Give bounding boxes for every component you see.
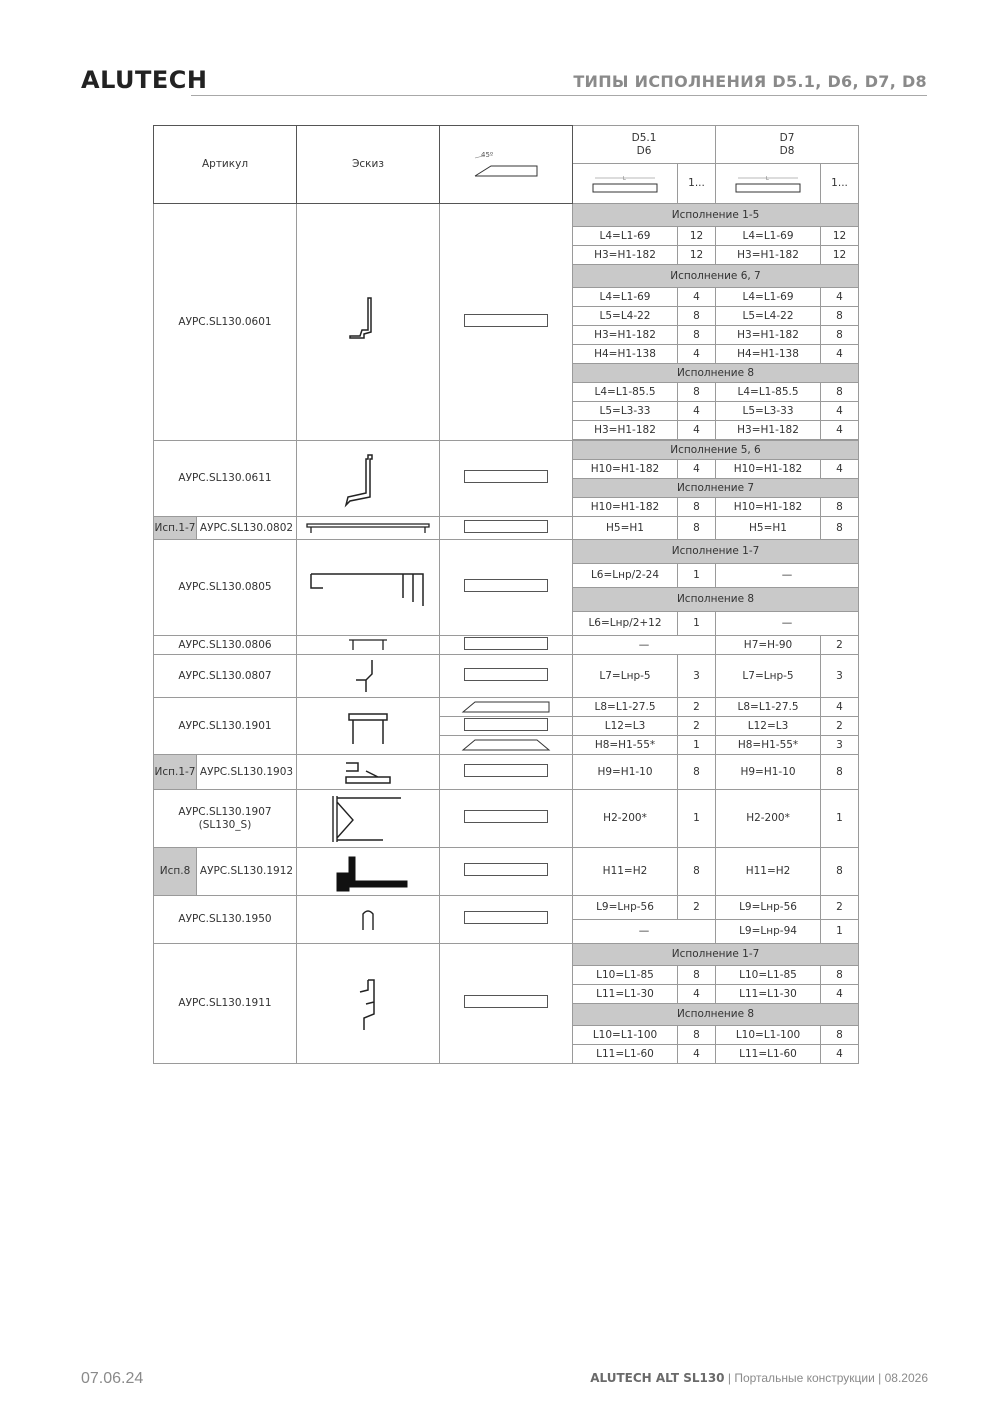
cell: — [716,564,859,588]
cell: 1 [678,736,716,755]
cut-shape-1903 [440,755,573,790]
cell: H3=H1-182 [573,421,678,440]
profile-sketch-0611 [297,441,440,517]
cell: L4=L1-69 [716,288,821,307]
article-0805: АУРС.SL130.0805 [154,540,297,636]
cell: L10=L1-100 [573,1026,678,1045]
version-tag: Исп.1-7 [154,755,197,789]
article-0601: АУРС.SL130.0601 [154,204,297,441]
cell: 8 [678,1026,716,1045]
cut-shape-1950 [440,896,573,944]
version-tag: Исп.1-7 [154,517,197,539]
cell: 3 [821,736,859,755]
cell: H3=H1-182 [716,421,821,440]
cell: L9=Lнр-56 [573,896,678,920]
cell: L10=L1-85 [716,966,821,985]
cell: 4 [678,985,716,1004]
cell: H10=H1-182 [716,498,821,517]
cell: L9=Lнр-56 [716,896,821,920]
cell: 8 [678,755,716,790]
cell: — [573,920,716,944]
cell: 8 [678,498,716,517]
footer-caption [590,1371,928,1385]
section-label: Исполнение 1-5 [573,204,859,227]
header-article: Артикул [154,126,297,204]
svg-text:45º: 45º [481,150,494,159]
cell: 1 [678,790,716,848]
cell: 2 [678,717,716,736]
brand-logo: ALUTECH [81,66,208,94]
article-0806: АУРС.SL130.0806 [154,636,297,655]
cell: L6=Lнр/2+12 [573,612,678,636]
group-d7-d8: D7 D8 [716,126,859,164]
cut-shape-0807 [440,655,573,698]
cell: H8=H1-55* [716,736,821,755]
qty-header-1: 1... [678,164,716,204]
article-0611: АУРС.SL130.0611 [154,441,297,517]
cell: H3=H1-182 [573,326,678,345]
section-label: Исполнение 1-7 [573,540,859,564]
cell: 4 [821,460,859,479]
cell: 8 [678,307,716,326]
profile-sketch-0601 [297,204,440,441]
profile-sketch-0807 [297,655,440,698]
cut-shape-1907 [440,790,573,848]
cell: L5=L4-22 [716,307,821,326]
cell: H10=H1-182 [716,460,821,479]
cell: L6=Lнр/2-24 [573,564,678,588]
cell: 4 [678,1045,716,1064]
cell: 2 [678,698,716,717]
cell: L4=L1-85.5 [716,383,821,402]
cell: L7=Lнр-5 [716,655,821,698]
cell: L10=L1-85 [573,966,678,985]
cell: H3=H1-182 [716,246,821,265]
qty-header-2: 1... [821,164,859,204]
svg-text:L: L [766,175,769,182]
article-code: АУРС.SL130.1912 [199,865,294,878]
cell: 4 [821,402,859,421]
article-1901: АУРС.SL130.1901 [154,698,297,755]
cell: 1 [821,920,859,944]
cell: 2 [678,896,716,920]
cell: L11=L1-30 [716,985,821,1004]
cell: 1 [678,564,716,588]
cell: L11=L1-60 [716,1045,821,1064]
cell: 4 [678,421,716,440]
article-1912 [154,848,297,896]
cut-shape-1912 [440,848,573,896]
cell: 4 [821,985,859,1004]
profile-sketch-1907 [297,790,440,848]
profile-sketch-0805 [297,540,440,636]
cell: 8 [678,517,716,540]
header-sketch: Эскиз [297,126,440,204]
length-sketch-2 [716,164,821,204]
cell: 1 [678,612,716,636]
cut-shape-1901-b [440,717,573,736]
length-sketch-1 [573,164,678,204]
cell: 4 [821,698,859,717]
profile-sketch-1950 [297,896,440,944]
cell: L5=L3-33 [573,402,678,421]
cell: H11=H2 [716,848,821,896]
cutting-table [153,125,859,1064]
cell: 8 [821,326,859,345]
cell: 8 [821,1026,859,1045]
cell: 4 [821,345,859,364]
footer-product: ALUTECH ALT SL130 [590,1371,725,1385]
cell: H5=H1 [716,517,821,540]
cell: L8=L1-27.5 [573,698,678,717]
cell: 4 [678,288,716,307]
cell: H2-200* [716,790,821,848]
cell: 8 [678,326,716,345]
section-label: Исполнение 7 [573,479,859,498]
cell: 8 [821,517,859,540]
cut-shape-0806 [440,636,573,655]
cell: 3 [821,655,859,698]
footer-rest: | Портальные конструкции | 08.2026 [724,1371,928,1385]
cell: L5=L4-22 [573,307,678,326]
cell: 8 [821,755,859,790]
cell: 2 [821,717,859,736]
article-1903 [154,755,297,790]
article-0807: АУРС.SL130.0807 [154,655,297,698]
cell: H3=H1-182 [716,326,821,345]
cell: 4 [821,421,859,440]
cell: L4=L1-69 [573,288,678,307]
cell: 8 [821,966,859,985]
profile-sketch-1903 [297,755,440,790]
cut-shape-0805 [440,540,573,636]
angle-cut-icon [471,148,541,182]
cell: 12 [678,227,716,246]
cell: L12=L3 [573,717,678,736]
cell: 1 [821,790,859,848]
cell: 12 [821,246,859,265]
article-1911: АУРС.SL130.1911 [154,944,297,1064]
svg-text:L: L [623,175,626,182]
cut-shape-0802 [440,517,573,540]
cell: — [573,636,716,655]
version-tag: Исп.8 [154,848,197,895]
cell: 2 [821,896,859,920]
cell: H4=H1-138 [716,345,821,364]
cell: 4 [678,345,716,364]
cell: 12 [821,227,859,246]
header-angle [440,126,573,204]
cell: 8 [821,848,859,896]
cell: L10=L1-100 [716,1026,821,1045]
cell: H9=H1-10 [716,755,821,790]
cell: H9=H1-10 [573,755,678,790]
cell: 8 [678,848,716,896]
cell: H10=H1-182 [573,498,678,517]
cell: 2 [821,636,859,655]
section-label: Исполнение 8 [573,1004,859,1026]
section-label: Исполнение 5, 6 [573,441,859,460]
header-rule [191,95,927,96]
cell: H2-200* [573,790,678,848]
cell: L7=Lнр-5 [573,655,678,698]
cell: 8 [678,383,716,402]
cell: 4 [821,288,859,307]
cell: 8 [821,383,859,402]
cell: H11=H2 [573,848,678,896]
cell: L11=L1-30 [573,985,678,1004]
cell: H7=H-90 [716,636,821,655]
profile-sketch-1901 [297,698,440,755]
cell: 3 [678,655,716,698]
cell: H8=H1-55* [573,736,678,755]
cell: L9=Lнр-94 [716,920,821,944]
cut-shape-0611 [440,441,573,517]
cell: L4=L1-85.5 [573,383,678,402]
cut-shape-1911 [440,944,573,1064]
article-1950: АУРС.SL130.1950 [154,896,297,944]
article-0802 [154,517,297,540]
cell: L11=L1-60 [573,1045,678,1064]
article-1907: АУРС.SL130.1907 (SL130_S) [154,790,297,848]
cell: 4 [821,1045,859,1064]
profile-sketch-1911 [297,944,440,1064]
cell: L12=L3 [716,717,821,736]
cut-shape-1901-c [440,736,573,755]
section-label: Исполнение 8 [573,588,859,612]
section-label: Исполнение 1-7 [573,944,859,966]
cell: H4=H1-138 [573,345,678,364]
cell: L4=L1-69 [716,227,821,246]
cell: — [716,612,859,636]
cell: L4=L1-69 [573,227,678,246]
group-d5-d6: D5.1 D6 [573,126,716,164]
cell: 8 [821,307,859,326]
footer-date: 07.06.24 [81,1370,144,1387]
cell: 8 [678,966,716,985]
cell: 8 [821,498,859,517]
profile-sketch-1912 [297,848,440,896]
section-label: Исполнение 6, 7 [573,265,859,288]
page-title: ТИПЫ ИСПОЛНЕНИЯ D5.1, D6, D7, D8 [573,72,927,91]
cell: 12 [678,246,716,265]
cut-shape-1901-a [440,698,573,717]
profile-sketch-0806 [297,636,440,655]
cell: L8=L1-27.5 [716,698,821,717]
cell: 4 [678,402,716,421]
cell: H10=H1-182 [573,460,678,479]
cell: H5=H1 [573,517,678,540]
cut-shape-0601 [440,204,573,441]
cell: L5=L3-33 [716,402,821,421]
cell: H3=H1-182 [573,246,678,265]
cell: 4 [678,460,716,479]
profile-sketch-0802 [297,517,440,540]
section-label: Исполнение 8 [573,364,859,383]
article-code: АУРС.SL130.1903 [199,765,294,778]
article-code: АУРС.SL130.0802 [199,521,294,534]
